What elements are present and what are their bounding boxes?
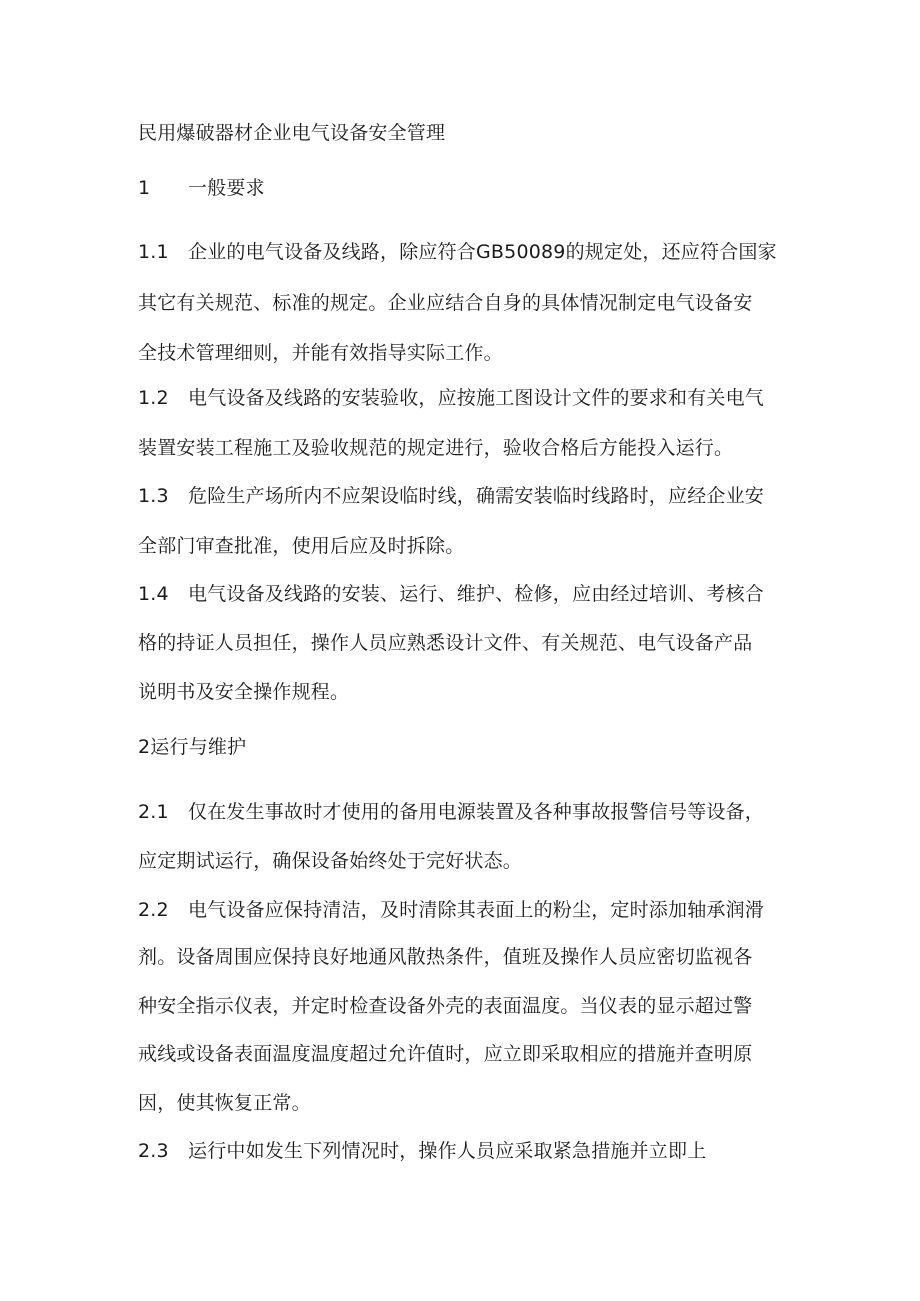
clause-line xyxy=(138,898,788,922)
clause-line xyxy=(138,240,788,264)
clause-line: 说明书及安全操作规程。 xyxy=(138,681,350,703)
section-heading-text: 运行与维护 xyxy=(150,736,247,758)
clause-number: 1.2 xyxy=(138,387,169,409)
section-number: 2 xyxy=(138,736,151,758)
clause-text: 电气设备及线路的安装、运行、维护、检修，应由经过培训、考核合 xyxy=(188,583,765,605)
section-heading-text: 一般要求 xyxy=(188,177,265,199)
clause-number: 2.1 xyxy=(138,801,169,823)
clause-line xyxy=(138,582,788,606)
clause-number: 2.2 xyxy=(138,899,169,921)
clause-text: 电气设备应保持清洁，及时清除其表面上的粉尘，定时添加轴承润滑 xyxy=(188,899,765,921)
clause-number: 2.3 xyxy=(138,1140,169,1162)
clause-line: 其它有关规范、标准的规定。企业应结合自身的具体情况制定电气设备安 xyxy=(138,292,753,314)
section-heading-2 xyxy=(138,735,788,759)
clause-text: 仅在发生事故时才使用的备用电源装置及各种事故报警信号等设备， xyxy=(188,801,765,823)
clause-text: 电气设备及线路的安装验收，应按施工图设计文件的要求和有关电气 xyxy=(188,387,765,409)
clause-number: 1.1 xyxy=(138,241,169,263)
clause-line xyxy=(138,484,788,508)
section-heading-1 xyxy=(138,176,788,200)
clause-line: 种安全指示仪表，并定时检查设备外壳的表面温度。当仪表的显示超过警 xyxy=(138,995,753,1017)
clause-text: 危险生产场所内不应架设临时线，确需安装临时线路时，应经企业安 xyxy=(188,485,765,507)
clause-line xyxy=(138,386,788,410)
clause-line xyxy=(138,800,788,824)
clause-line: 装置安装工程施工及验收规范的规定进行，验收合格后方能投入运行。 xyxy=(138,437,734,459)
clause-line: 剂。设备周围应保持良好地通风散热条件，值班及操作人员应密切监视各 xyxy=(138,946,753,968)
clause-line: 全部门审查批准，使用后应及时拆除。 xyxy=(138,535,465,557)
section-number: 1 xyxy=(138,177,151,199)
clause-line: 全技术管理细则，并能有效指导实际工作。 xyxy=(138,342,503,364)
clause-text: 运行中如发生下列情况时，操作人员应采取紧急措施并立即上 xyxy=(188,1140,707,1162)
clause-line: 格的持证人员担任，操作人员应熟悉设计文件、有关规范、电气设备产品 xyxy=(138,632,753,654)
clause-number: 1.4 xyxy=(138,583,169,605)
clause-line: 因，使其恢复正常。 xyxy=(138,1092,311,1114)
clause-line: 戒线或设备表面温度温度超过允许值时，应立即采取相应的措施并查明原 xyxy=(138,1043,753,1065)
clause-line: 应定期试运行，确保设备始终处于完好状态。 xyxy=(138,850,523,872)
clause-line xyxy=(138,1139,788,1163)
clause-text: 企业的电气设备及线路，除应符合GB50089的规定处，还应符合国家 xyxy=(188,241,777,263)
clause-number: 1.3 xyxy=(138,485,169,507)
document-title: 民用爆破器材企业电气设备安全管理 xyxy=(138,122,446,144)
